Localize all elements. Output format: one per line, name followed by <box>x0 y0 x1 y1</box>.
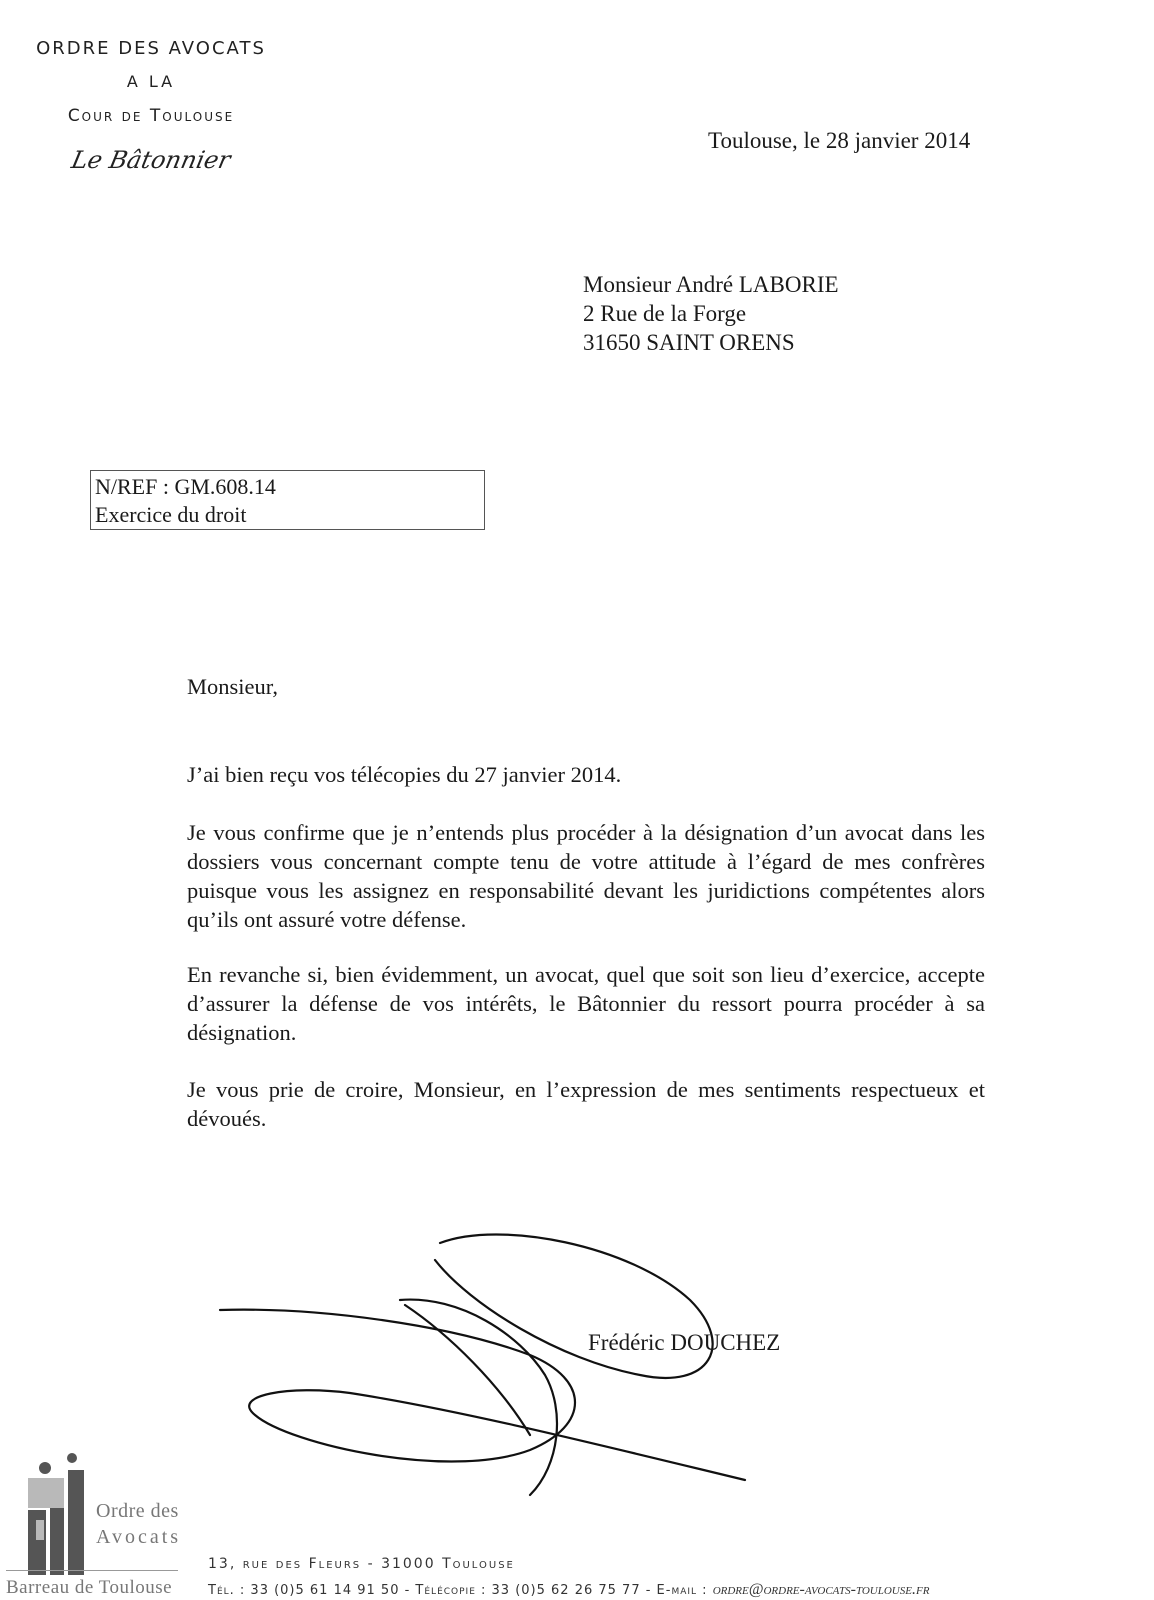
reference-number: N/REF : GM.608.14 <box>95 474 276 499</box>
header-order-name: ORDRE DES AVOCATS <box>36 38 266 59</box>
recipient-city: 31650 SAINT ORENS <box>583 330 795 355</box>
recipient-street: 2 Rue de la Forge <box>583 301 747 326</box>
footer-email[interactable]: ordre@ordre-avocats-toulouse.fr <box>712 1581 930 1598</box>
recipient-address <box>583 270 839 357</box>
footer-contact <box>208 1581 929 1599</box>
paragraph-4: Je vous prie de croire, Monsieur, en l’expression de mes sentiments respectueux et dévoués. <box>187 1077 985 1131</box>
logo-text-ordre: Ordre des <box>96 1500 179 1522</box>
paragraph-2: Je vous confirme que je n’entends plus procéder à la désignation d’un avocat dans les dossiers vous concernant compte tenu de votre attitude à l’égard de mes confrères puisque vous les assignez en responsabilité devant les juridictions compétentes alors qu’ils ont assuré votre défense. <box>187 820 985 932</box>
paragraph-1: J’ai bien reçu vos télécopies du 27 janvier 2014. <box>187 762 622 787</box>
header-preposition: A LA <box>126 72 176 91</box>
logo-text-barreau: Barreau de Toulouse <box>6 1577 173 1598</box>
bar-association-logo-icon <box>0 1450 96 1575</box>
handwritten-signature <box>200 1225 760 1525</box>
reference-subject: Exercice du droit <box>95 502 247 527</box>
signer-name: Frédéric DOUCHEZ <box>588 1330 781 1355</box>
logo-text-avocats: Avocats <box>96 1526 182 1548</box>
header-batonnier: Le Bâtonnier <box>68 146 234 174</box>
footer-phone-fax: Tél. : 33 (0)5 61 14 91 50 - Télécopie : 33 (0)5 62 26 75 77 - E-mail : <box>208 1583 713 1598</box>
header-court: Cour de Toulouse <box>67 106 235 126</box>
paragraph-3: En revanche si, bien évidemment, un avocat, quel que soit son lieu d’exercice, accepte d’assurer la défense de vos intérêts, le Bâtonnier du ressort pourra procéder à sa désignation. <box>187 962 985 1045</box>
letter-date: Toulouse, le 28 janvier 2014 <box>708 128 971 153</box>
logo-divider <box>6 1570 178 1571</box>
recipient-name: Monsieur André LABORIE <box>583 272 839 297</box>
salutation: Monsieur, <box>187 674 278 699</box>
reference-box <box>90 470 485 530</box>
footer-address: 13, rue des Fleurs - 31000 Toulouse <box>208 1556 515 1572</box>
